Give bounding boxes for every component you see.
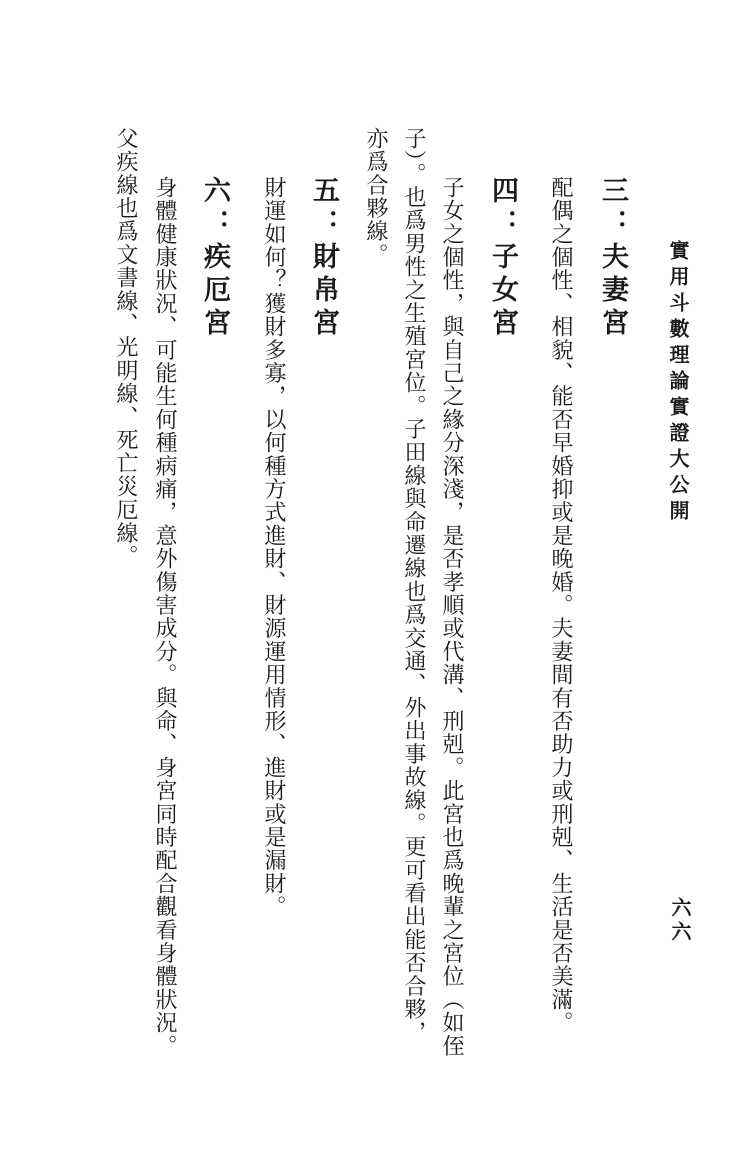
section-text-children-line-2: 子）。也爲男性之生殖宮位。子田線與命遷線也爲交通、外出事故線。更可看出能否合夥， bbox=[401, 127, 426, 1044]
section-heading-wealth: 五：財帛宮 bbox=[308, 176, 339, 341]
section-heading-spouse: 三：夫妻宮 bbox=[597, 176, 628, 341]
section-text-children-line-1: 子女之個性，與自己之緣分深淺，是否孝順或代溝、刑剋。此宮也爲晚輩之宮位（如侄 bbox=[439, 176, 464, 1058]
section-heading-health: 六：疾厄宮 bbox=[199, 176, 230, 341]
running-header-title: 實用斗數理論實證大公開 bbox=[666, 240, 690, 526]
section-heading-children: 四：子女宮 bbox=[487, 176, 518, 341]
section-text-health-line-1: 身體健康狀況、可能生何種病痛，意外傷害成分。與命、身宮同時配合觀看身體狀況。 bbox=[152, 176, 177, 1058]
page-number: 六六 bbox=[668, 897, 692, 945]
section-text-spouse-line-1: 配偶之個性、相貌、能否早婚抑或是晚婚。夫妻間有否助力或刑剋、生活是否美滿。 bbox=[548, 176, 573, 1035]
section-text-wealth-line-1: 財運如何？獲財多寡，以何種方式進財、財源運用情形、進財或是漏財。 bbox=[261, 176, 286, 919]
section-text-children-line-3: 亦爲合夥線。 bbox=[363, 127, 388, 267]
section-text-health-line-2: 父疾線也爲文書線、光明線、死亡災厄線。 bbox=[113, 127, 138, 568]
